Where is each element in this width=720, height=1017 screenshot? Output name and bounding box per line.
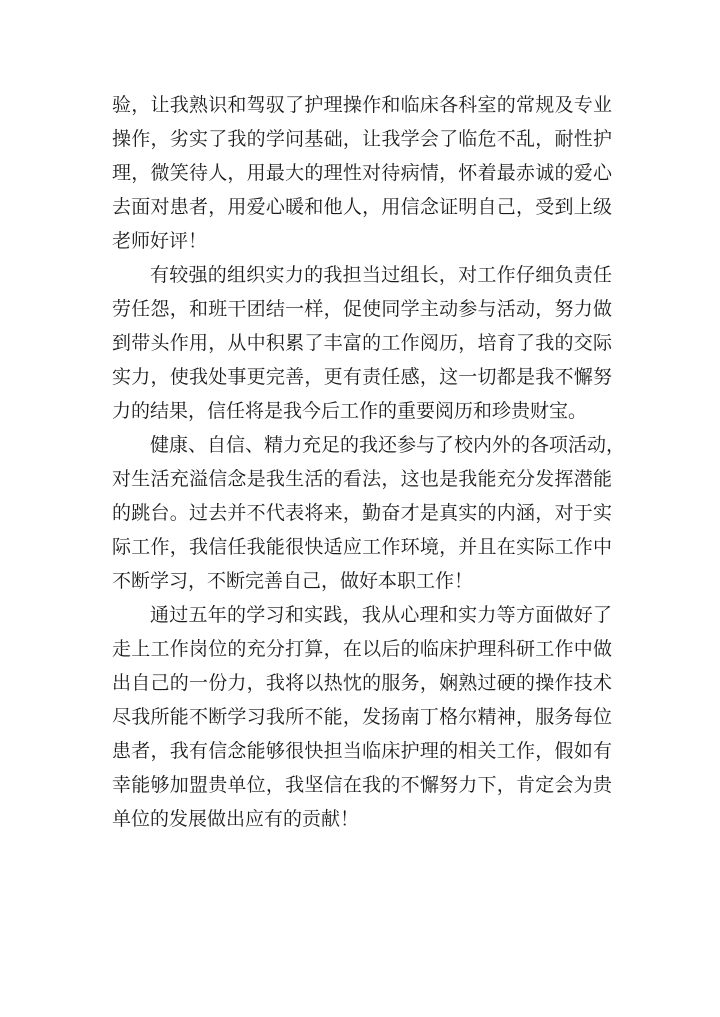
text-line: 老师好评！ bbox=[112, 230, 208, 252]
text-line: 理，微笑待人，用最大的理性对待病情，怀着最赤诚的爱心 bbox=[112, 162, 612, 184]
text-line: 走上工作岗位的充分打算，在以后的临床护理科研工作中做 bbox=[112, 638, 612, 660]
text-line: 劳任怨，和班干团结一样，促使同学主动参与活动，努力做 bbox=[112, 298, 612, 320]
text-line: 不断学习，不断完善自己，做好本职工作！ bbox=[112, 570, 474, 592]
text-line: 的跳台。过去并不代表将来，勤奋才是真实的内涵，对于实 bbox=[112, 502, 612, 524]
paragraph-3 bbox=[112, 428, 626, 598]
paragraph-4 bbox=[112, 598, 612, 836]
paragraph-1 bbox=[112, 88, 612, 258]
text-line: 患者，我有信念能够很快担当临床护理的相关工作，假如有 bbox=[112, 740, 612, 762]
text-line: 单位的发展做出应有的贡献！ bbox=[112, 808, 360, 830]
text-line: 幸能够加盟贵单位，我坚信在我的不懈努力下，肯定会为贵 bbox=[112, 774, 612, 796]
text-line: 尽我所能不断学习我所不能，发扬南丁格尔精神，服务每位 bbox=[112, 706, 612, 728]
text-line: 操作，劣实了我的学问基础，让我学会了临危不乱，耐性护 bbox=[112, 128, 612, 150]
text-line: 对生活充溢信念是我生活的看法，这也是我能充分发挥潜能 bbox=[112, 468, 612, 490]
text-line: 到带头作用，从中积累了丰富的工作阅历，培育了我的交际 bbox=[112, 332, 612, 354]
paragraph-2 bbox=[112, 258, 612, 428]
text-line: 力的结果，信任将是我今后工作的重要阅历和珍贵财宝。 bbox=[112, 400, 588, 422]
text-line: 有较强的组织实力的我担当过组长，对工作仔细负责任 bbox=[150, 264, 612, 286]
document-body bbox=[112, 88, 626, 836]
text-line: 验，让我熟识和驾驭了护理操作和临床各科室的常规及专业 bbox=[112, 94, 612, 116]
text-line: 通过五年的学习和实践，我从心理和实力等方面做好了 bbox=[150, 604, 612, 626]
text-line: 健康、自信、精力充足的我还参与了校内外的各项活动， bbox=[150, 434, 626, 456]
text-line: 去面对患者，用爱心暖和他人，用信念证明自己，受到上级 bbox=[112, 196, 612, 218]
text-line: 实力，使我处事更完善，更有责任感，这一切都是我不懈努 bbox=[112, 366, 612, 388]
text-line: 际工作，我信任我能很快适应工作环境，并且在实际工作中 bbox=[112, 536, 612, 558]
text-line: 出自己的一份力，我将以热忱的服务，娴熟过硬的操作技术 bbox=[112, 672, 612, 694]
